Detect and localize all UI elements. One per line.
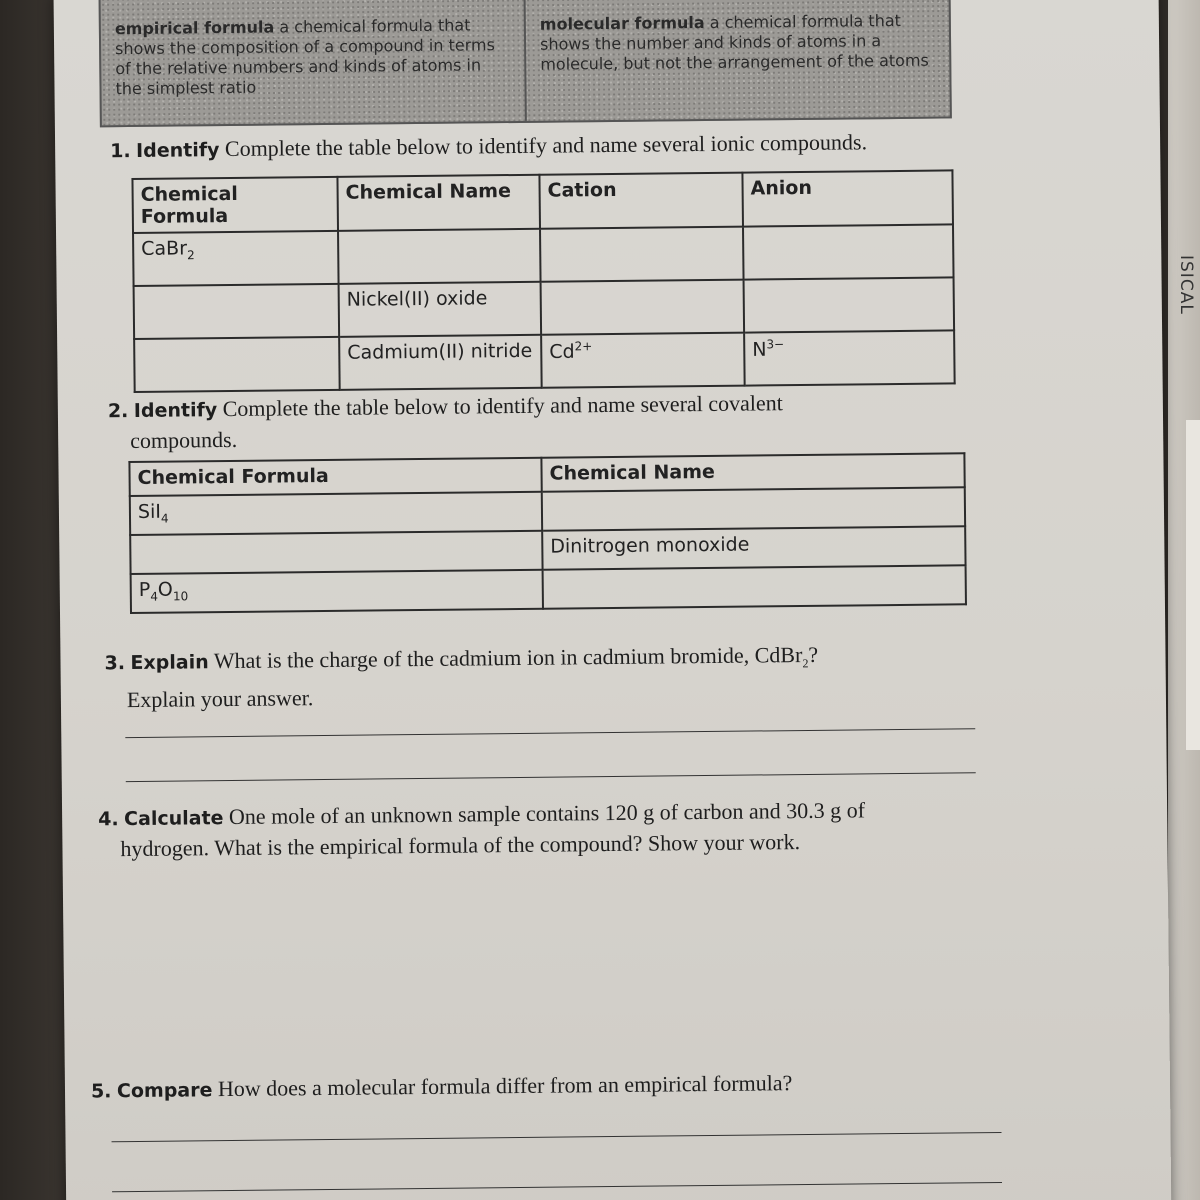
- formula-cell[interactable]: SiI$_4$: [130, 492, 542, 535]
- question-text: One mole of an unknown sample contains 120 g of carbon and 30.3 g of: [228, 797, 866, 830]
- answer-line[interactable]: [112, 1132, 1002, 1142]
- vocabulary-box: [99, 0, 952, 127]
- question-number: 3.: [104, 652, 126, 675]
- cation-cell[interactable]: [541, 280, 745, 335]
- question-text-continued: hydrogen. What is the empirical formula of the compound? Show your work.: [120, 829, 801, 862]
- question-2: [108, 388, 784, 456]
- question-3: [104, 640, 818, 716]
- vocab-definition: a chemical formula that shows the number and kinds of atoms in a molecule, but not the arrangement of the atoms: [539, 10, 929, 74]
- question-1: [110, 127, 867, 166]
- question-number: 2.: [107, 400, 129, 423]
- question-text-continued: Explain your answer.: [126, 685, 314, 713]
- question-number: 4.: [98, 808, 119, 831]
- covalent-compounds-table: [128, 452, 967, 614]
- question-verb: Calculate: [124, 807, 224, 831]
- formula-cell[interactable]: [134, 337, 340, 392]
- vocab-empirical: [101, 0, 525, 125]
- cation-cell[interactable]: [540, 227, 744, 282]
- anion-cell[interactable]: [743, 224, 954, 279]
- worksheet-page: [54, 0, 1172, 1200]
- anion-cell[interactable]: $N^{3-}$: [744, 330, 955, 385]
- header-chemical-formula: Chemical Formula: [129, 458, 541, 496]
- answer-line[interactable]: [126, 772, 976, 782]
- name-cell[interactable]: Cadmium(II) nitride: [339, 335, 542, 390]
- table-row: [134, 277, 955, 339]
- table-row: [133, 224, 954, 286]
- formula-cell[interactable]: $P_4O_{10}$: [131, 570, 543, 613]
- question-text: How does a molecular formula differ from an empirical formula?: [217, 1070, 793, 1102]
- formula-cell[interactable]: [134, 284, 340, 339]
- header-anion: Anion: [742, 170, 953, 226]
- table-row: [131, 565, 966, 613]
- cation-cell[interactable]: $Cd^{2+}$: [541, 333, 745, 388]
- vocab-molecular: [524, 0, 950, 121]
- question-text-end: ?: [808, 641, 819, 667]
- question-text-subscript: 2: [802, 656, 809, 671]
- answer-line[interactable]: [125, 728, 975, 738]
- question-verb: Compare: [116, 1079, 213, 1103]
- question-text: What is the charge of the cadmium ion in cadmium bromide, CdBr: [213, 642, 803, 674]
- ionic-compounds-table: [131, 169, 955, 393]
- question-text: Complete the table below to identify and name several ionic compounds.: [224, 129, 868, 162]
- name-cell[interactable]: [338, 229, 541, 284]
- name-cell[interactable]: Nickel(II) oxide: [339, 282, 542, 337]
- vocab-term: empirical formula: [114, 17, 275, 39]
- header-chemical-name: Chemical Name: [337, 175, 540, 231]
- question-number: 5.: [90, 1080, 112, 1103]
- answer-line[interactable]: [112, 1182, 1002, 1192]
- formula-cell[interactable]: CaBr$_2$: [133, 231, 339, 286]
- anion-cell[interactable]: [744, 277, 955, 332]
- vocab-term: molecular formula: [539, 13, 705, 34]
- question-verb: Identify: [136, 139, 220, 162]
- question-number: 1.: [110, 140, 131, 163]
- name-cell[interactable]: Dinitrogen monoxide: [542, 526, 965, 569]
- table-row: [134, 330, 955, 392]
- question-verb: Identify: [133, 399, 218, 423]
- header-cation: Cation: [539, 173, 743, 229]
- work-area[interactable]: [123, 866, 985, 1055]
- question-text: Complete the table below to identify and name several covalent: [222, 390, 783, 422]
- name-cell[interactable]: [542, 487, 965, 530]
- question-text-continued: compounds.: [130, 426, 238, 454]
- question-5: [91, 1068, 793, 1106]
- header-chemical-formula: Chemical Formula: [132, 177, 338, 233]
- formula-cell[interactable]: [130, 531, 542, 574]
- question-verb: Explain: [130, 651, 209, 675]
- table-header-row: [132, 170, 953, 233]
- adjacent-page-tab: [1186, 420, 1200, 750]
- adjacent-page-text: ISICAL: [1176, 255, 1196, 315]
- question-4: [98, 795, 865, 864]
- name-cell[interactable]: [543, 565, 966, 608]
- header-chemical-name: Chemical Name: [541, 453, 964, 491]
- vocab-definition: a chemical formula that shows the composition of a compound in terms of the relative numbers and kinds of atoms in the simplest ratio: [114, 15, 495, 99]
